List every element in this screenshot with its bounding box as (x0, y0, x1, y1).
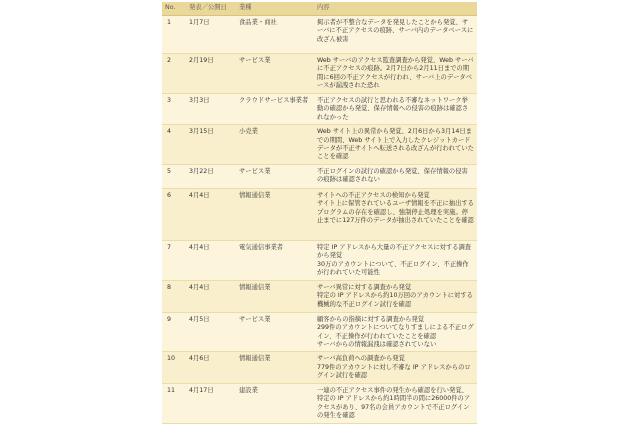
row-date: 3月15日 (186, 125, 236, 165)
row-industry: 建設業 (236, 383, 314, 423)
row-no: 8 (162, 280, 186, 312)
row-industry: サービス業 (236, 312, 314, 352)
table-row (162, 383, 477, 423)
row-date: 2月19日 (186, 54, 236, 94)
row-content: サイトへの不正アクセスの検知から発覚 サイト上に保管されているユーザ情報を不正に抽出するプログラムの存在を確認し、強制停止処理を実施。停止までに127万件のデータが抽出されていたことを確認 (314, 188, 477, 240)
row-date: 3月3日 (186, 94, 236, 125)
row-industry: 小売業 (236, 125, 314, 165)
row-industry: 情報通信業 (236, 352, 314, 383)
row-content: Web サイト上の異常から発覚、2月6日から3月14日までの期間、Web サイト上で入力したクレジットカードデータが不正サイトへ転送される改ざんが行われていたことを確認 (314, 125, 477, 165)
row-no: 11 (162, 383, 186, 423)
incident-table (162, 2, 477, 424)
row-no: 5 (162, 164, 186, 188)
row-no: 1 (162, 16, 186, 54)
header-industry: 業種 (236, 2, 314, 16)
row-no: 3 (162, 94, 186, 125)
row-industry: 電気通信事業者 (236, 240, 314, 280)
row-date: 3月22日 (186, 164, 236, 188)
row-date: 4月5日 (186, 312, 236, 352)
row-industry: 情報通信業 (236, 188, 314, 240)
row-content: サーバ異常に対する調査から発覚 特定の IP アドレスから約10万回のアカウントに対する機械的な不正ログイン試行を確認 (314, 280, 477, 312)
row-content: 不正アクセスの試行と思われる不審なネットワーク挙動の確認から発覚、保存情報への侵害の痕跡は確認されなかった (314, 94, 477, 125)
row-industry: 食品業・商社 (236, 16, 314, 54)
table-row (162, 280, 477, 312)
table-row (162, 352, 477, 383)
row-industry: サービス業 (236, 54, 314, 94)
row-content: 顧客からの指摘に対する調査から発覚 299件のアカウントについてなりすましによる不正ログイン、不正操作が行われていたことを確認 サーバからの情報漏洩は確認されていない (314, 312, 477, 352)
row-content: 不正ログインの試行の確認から発覚、保存情報の侵害の痕跡は確認されない (314, 164, 477, 188)
header-no: No. (162, 2, 186, 16)
table-header-row (162, 2, 477, 16)
row-no: 9 (162, 312, 186, 352)
row-content: 掲示者が不整合なデータを発見したことから発覚、サーバに不正アクセスの痕跡、サーバ内のデータベースに改ざん被害 (314, 16, 477, 54)
row-content: Web サーバのアクセス監査調査から発覚、Web サーバに不正アクセスの痕跡。2月7日から2月11日までの期間に6回の不正アクセスが行われ、サーバ上のデータベースが漏洩された恐れ (314, 54, 477, 94)
header-date: 発表／公開日 (186, 2, 236, 16)
table-row (162, 54, 477, 94)
table-row (162, 240, 477, 280)
row-content: サーバ高負荷への調査から発覚 779件のアカウントに対し不審な IP アドレスからのログイン試行を確認 (314, 352, 477, 383)
row-date: 1月7日 (186, 16, 236, 54)
table-row (162, 188, 477, 240)
row-industry: サービス業 (236, 164, 314, 188)
header-content: 内容 (314, 2, 477, 16)
table-row (162, 312, 477, 352)
row-content: 特定 IP アドレスから大量の不正アクセスに対する調査から発覚 30万のアカウントについて、不正ログイン、不正操作が行われていた可能性 (314, 240, 477, 280)
table-row (162, 16, 477, 54)
row-industry: 情報通信業 (236, 280, 314, 312)
row-no: 7 (162, 240, 186, 280)
row-date: 4月4日 (186, 280, 236, 312)
table-row (162, 125, 477, 165)
row-no: 4 (162, 125, 186, 165)
row-content: 一連の不正アクセス事件の発生から確認を行い発覚、特定の IP アドレスから約1時間半の間に26000件のアクセスがあり、97名の会員アカウントで不正ログインの発生を確認 (314, 383, 477, 423)
row-date: 4月4日 (186, 188, 236, 240)
row-no: 6 (162, 188, 186, 240)
row-date: 4月6日 (186, 352, 236, 383)
table-row (162, 94, 477, 125)
row-date: 4月4日 (186, 240, 236, 280)
row-date: 4月17日 (186, 383, 236, 423)
incident-table-container (162, 2, 477, 424)
table-row (162, 164, 477, 188)
row-no: 2 (162, 54, 186, 94)
row-no: 10 (162, 352, 186, 383)
row-industry: クラウドサービス事業者 (236, 94, 314, 125)
